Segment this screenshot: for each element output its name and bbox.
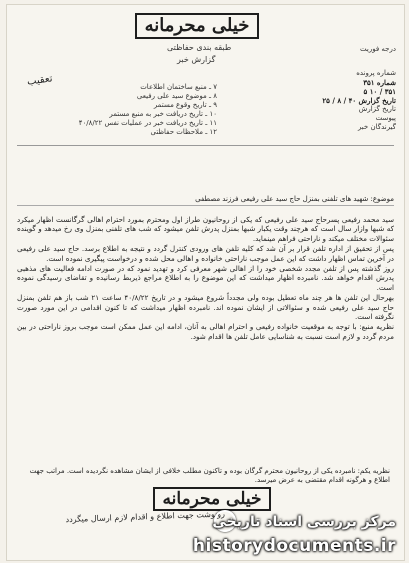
meta-row: ۹ ـ تاریخ وقوع مستمر xyxy=(153,101,217,109)
classification-subtitle: طبقه بندی حفاظتی xyxy=(167,43,232,52)
meta-row: گیرندگان خبر xyxy=(357,123,396,131)
meta-row: شماره ۳۵۱ xyxy=(363,78,396,87)
meta-row: ۷ ـ منبع ساختمان اطلاعات xyxy=(140,83,217,91)
body-paragraph: نظریه منبع: با توجه به موقعیت خانواده رفیعی و احترام اهالی به آنان، ادامه این عمل ممکن است موجب بروز ناراحتی در بین مردم گردد و لازم است نسبت به شناسایی عامل تلفن ها اقدام شود. xyxy=(17,322,394,341)
body-paragraph: سید محمد رفیعی پسرحاج سید علی رفیعی که یکی از روحانیون طراز اول ومحترم بمورد احترام اهالی گرگانست اظهار میکرد که شبها وازار سال است که هرچند وقت یکبار شبها بمنزل پدرش تلفن میشود که شب های تلفنی بمنزل وی رخ میدهد و گوینده سئوالات مختلف میکند و ناراحتی فراهم مینماید. xyxy=(17,215,394,243)
handwritten-bottom-note: رونوشت جهت اطلاع و اقدام لازم ارسال میگردد xyxy=(65,509,226,525)
meta-row: تاریخ گزارش xyxy=(358,105,396,113)
classification-stamp-top: خیلی محرمانه xyxy=(135,13,259,39)
meta-row: پیوست xyxy=(375,114,396,122)
footer-note: نظریه یکم: نامبرده یکی از روحانیون محترم گرگان بوده و تاکنون مطلب خلافی از ایشان مشاهده نگردیده است. مراتب جهت اطلاع و هرگونه اقدام مقتضی به عرض میرسد. xyxy=(29,467,390,484)
meta-row: ۳۵۱ / ۱۰ ۵ xyxy=(363,87,396,96)
meta-fields-left xyxy=(17,83,217,137)
body-paragraph: بهرحال این تلفن ها هر چند ماه تعطیل بوده ولی مجدداً شروع میشود و در تاریخ ۴۰/۸/۲۲ ساعت ۲۱ شب باز هم تلفن بمنزل حاج سید علی رفیعی شده و سئوالاتی از ایشان نموده اند. نامبرده اظهار میداشت که تا کنون اقدامی در این مورد صورت نگرفته است. xyxy=(17,293,394,322)
meta-row: تاریخ گزارش ۴۰ / ۸ / ۲۵ xyxy=(322,96,396,105)
subject-line: موضوع: شهید های تلفنی بمنزل حاج سید علی رفیعی فرزند مصطفی xyxy=(17,195,394,206)
handwritten-annotation: تعقیب xyxy=(26,73,54,88)
document-page xyxy=(6,4,405,561)
classification-stamp-bottom: خیلی محرمانه xyxy=(153,487,271,511)
report-type: گزارش خبر xyxy=(177,55,216,64)
meta-row: ۸ ـ موضوع سید علی رفیعی xyxy=(136,92,217,100)
meta-row: ۱۱ ـ تاریخ دریافت خبر در عملیات نفس ۴۰/۸/۲۲ xyxy=(78,119,217,127)
meta-row: شماره پرونده xyxy=(356,69,396,77)
body-paragraph: پس از تحقیق از اداره تلفن قرار بر آن شد که کلیه تلفن های ورودی کنترل گردد و نتیجه به اطلاع برسد. حاج سید علی رفیعی در آخرین تماس اظهار داشت که این عمل موجب ناراحتی خانواده و اهالی محل شده و درخواست پیگیری نموده است. xyxy=(17,244,394,263)
watermark-url: historydocuments.ir xyxy=(192,536,396,556)
watermark-title: مرکز بررسی اسناد تاریخی xyxy=(212,514,396,530)
divider xyxy=(17,145,394,146)
body-paragraph: روز گذشته پس از تلفن مجدد شخصی خود را از اهالی شهر معرفی کرد و تهدید نمود که در صورت ادامه فعالیت های مذهبی پدرش اقدام خواهد شد. نامبرده اظهار میداشت که این موضوع را به اطلاع مراجع ذیربط رسانیده و تقاضای رسیدگی نموده است. xyxy=(17,264,394,292)
meta-row: ۱۲ ـ ملاحظات حفاظتی xyxy=(150,128,217,136)
report-body xyxy=(17,215,394,465)
meta-row: ۱۰ ـ تاریخ دریافت خبر به منبع مستمر xyxy=(109,110,217,118)
meta-fields-right xyxy=(236,69,396,132)
urgency-label: درجه فوریت xyxy=(360,45,396,53)
